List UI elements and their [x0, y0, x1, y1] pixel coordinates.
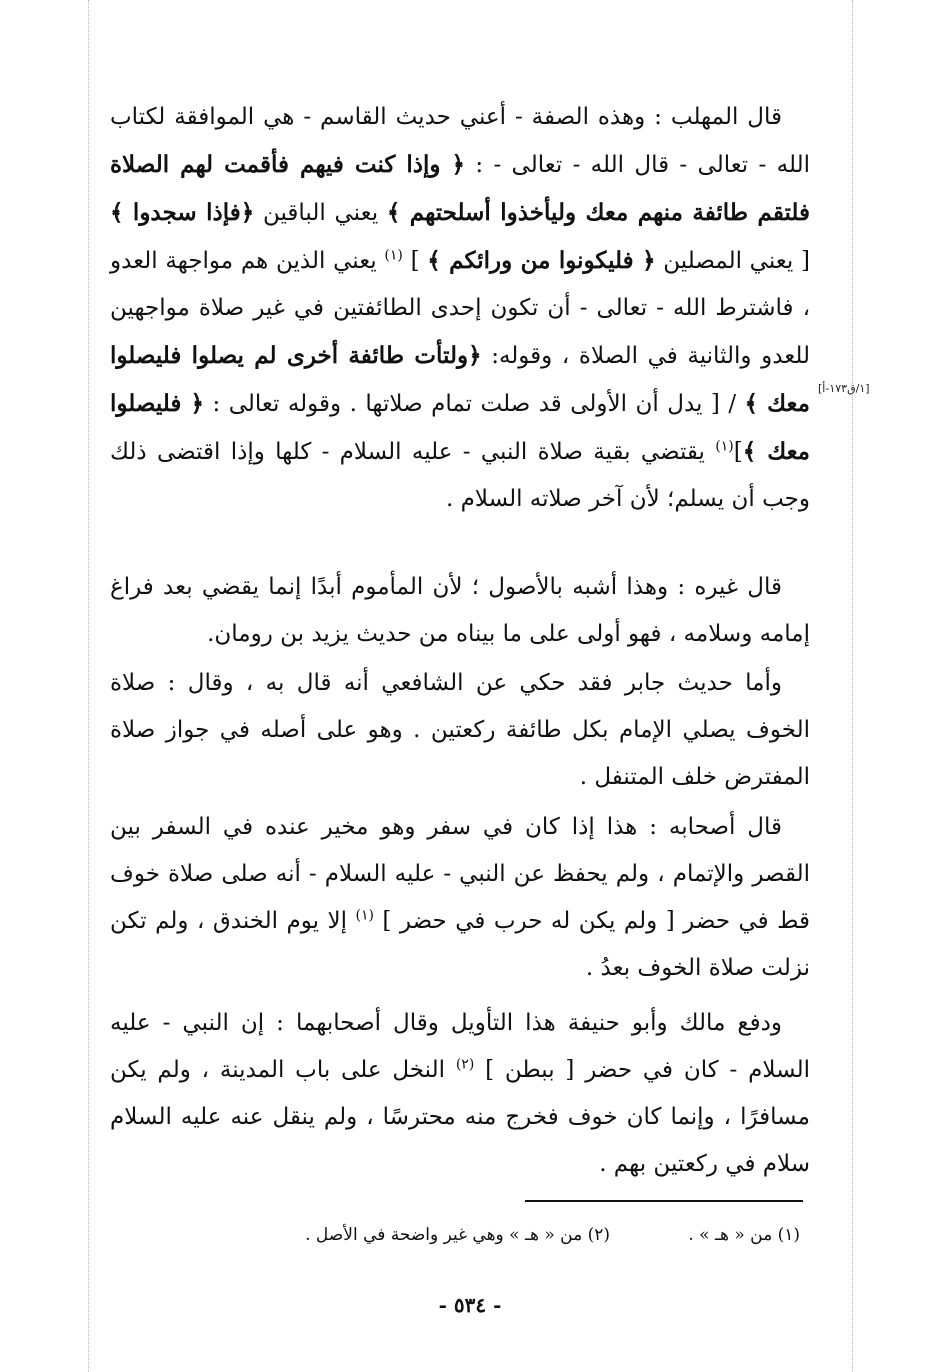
text-segment: قال غيره : وهذا أشبه بالأصول ؛ لأن المأموم أبدًا إنما يقضي بعد فراغ إمامه وسلامه ، فهو أولى على ما بيناه من حديث يزيد بن رومان. — [110, 574, 810, 647]
text-segment: ودفع مالك وأبو حنيفة هذا التأويل وقال أصحابهما : إن النبي - عليه السلام - كان في حضر [ ببطن ] — [110, 1010, 811, 1083]
scan-edge-left — [88, 0, 89, 1372]
text-segment: ] — [733, 439, 743, 465]
text-segment: قال المهلب : وهذه الصفة - أعني حديث القاسم - هي الموافقة لكتاب الله - تعالى - قال الله - تعالى - : — [110, 104, 810, 178]
paragraph-text — [110, 660, 810, 801]
text-segment: [ يعني المصلين — [655, 248, 810, 274]
footnotes — [160, 1220, 800, 1250]
scan-edge-right — [852, 0, 853, 1372]
footnote-marker: (١) — [384, 247, 403, 264]
paragraph-shafii-companions — [110, 804, 810, 992]
text-segment: ] — [402, 248, 428, 274]
paragraph-text — [110, 94, 810, 523]
footnote-marker: (١) — [355, 907, 374, 924]
footnote-2: (٢) من « هـ » وهي غير واضحة في الأصل . — [305, 1225, 610, 1245]
text-segment: يقتضي بقية صلاة النبي - عليه السلام - كلها وإذا اقتضى ذلك وجب أن يسلم؛ لأن آخر صلاته السلام . — [110, 439, 810, 512]
paragraph-text — [110, 804, 810, 992]
text-segment: / [ يدل أن الأولى قد صلت تمام صلاتها . وقوله تعالى : — [204, 391, 745, 417]
quran-quote: ﴿ فليصلوا معك ﴾ — [110, 390, 810, 465]
paragraph-jabir-hadith — [110, 660, 810, 801]
quran-quote: ﴿ وإذا كنت فيهم فأقمت لهم الصلاة فلتقم طائفة منهم معك وليأخذوا أسلحتهم ﴾ — [110, 151, 811, 226]
paragraph-mohallab — [110, 94, 810, 523]
text-segment: قال أصحابه : هذا إذا كان في سفر وهو مخير عنده في السفر بين القصر والإتمام ، ولم يحفظ عن النبي - عليه السلام - أنه صلى صلاة خوف قط في حضر [ ولم يكن له حرب في حضر ] — [110, 814, 810, 934]
footnote-1: (١) من « هـ » . — [688, 1225, 800, 1245]
text-segment: النخل على باب المدينة ، ولم يكن مسافرًا ، وإنما كان خوف فخرج منه محترسًا ، ولم ينقل عنه عليه السلام سلام في ركعتين بهم . — [110, 1057, 810, 1177]
text-segment: يعني الباقين — [254, 200, 387, 226]
footnote-divider — [525, 1200, 803, 1202]
text-segment: إلا يوم الخندق ، ولم تكن نزلت صلاة الخوف بعدُ . — [110, 908, 810, 981]
quran-quote: ﴿ فليكونوا من ورائكم ﴾ — [427, 247, 656, 274]
paragraph-text — [110, 1000, 810, 1188]
text-segment: وأما حديث جابر فقد حكي عن الشافعي أنه قال به ، وقال : صلاة الخوف يصلي الإمام بكل طائفة ركعتين . وهو على أصله في جواز صلاة المفترض خلف المتنفل . — [110, 670, 810, 790]
manuscript-folio-note: [١/ق١٧٣-أ] — [818, 382, 870, 395]
quran-quote: ﴿فإذا سجدوا ﴾ — [110, 199, 255, 226]
paragraph-other-opinion — [110, 564, 810, 658]
text-segment: يعني الذين هم مواجهة العدو ، فاشترط الله - تعالى - أن تكون إحدى الطائفتين في غير صلاة مواجهين للعدو والثانية في الصلاة ، وقوله: — [110, 248, 810, 369]
footnote-marker: (١) — [715, 438, 734, 455]
page-number: - ٥٣٤ - — [438, 1293, 502, 1317]
paragraph-malik-abu-hanifa — [110, 1000, 810, 1188]
footnote-marker: (٢) — [455, 1056, 475, 1073]
quran-quote: ﴿ولتأت طائفة أخرى لم يصلوا فليصلوا معك ﴾ — [110, 342, 810, 417]
paragraph-text — [110, 564, 810, 658]
